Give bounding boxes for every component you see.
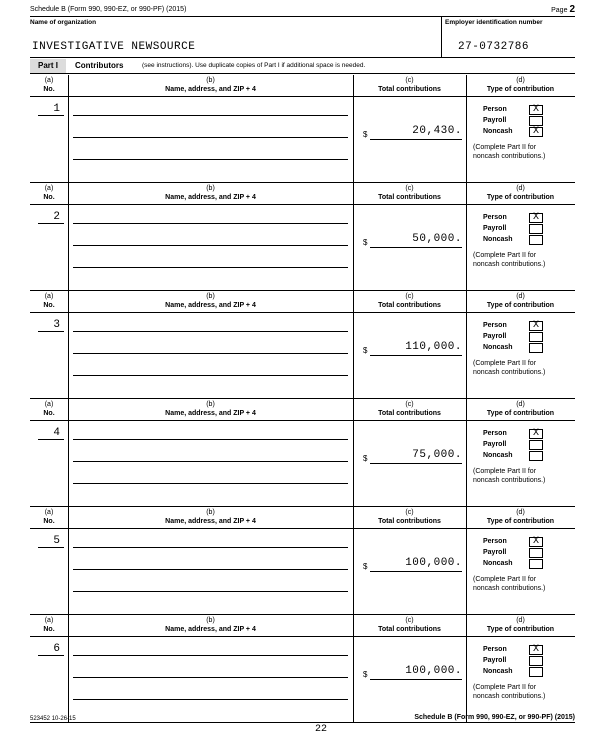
name-address-line[interactable] — [73, 677, 348, 678]
person-label: Person — [483, 322, 507, 329]
dollar-sign: $ — [363, 670, 368, 679]
contributor-number: 1 — [53, 103, 60, 115]
column-divider — [68, 75, 69, 182]
column-divider — [68, 183, 69, 290]
complete-part-ii-note: (Complete Part II for noncash contributions.) — [473, 684, 546, 700]
col-d-header: (d) Type of contribution — [486, 77, 555, 93]
number-underline — [38, 655, 64, 656]
column-header-row — [30, 291, 575, 313]
total-contribution-amount: 75,000. — [412, 449, 462, 461]
person-label: Person — [483, 214, 507, 221]
payroll-checkbox[interactable] — [529, 548, 543, 558]
col-c-header: (c) Total contributions — [378, 617, 441, 633]
payroll-label: Payroll — [483, 225, 507, 232]
column-divider — [68, 291, 69, 398]
name-address-line[interactable] — [73, 331, 348, 332]
page-number: 2 — [569, 4, 575, 15]
complete-part-ii-note: (Complete Part II for noncash contributions.) — [473, 576, 546, 592]
payroll-checkbox[interactable] — [529, 656, 543, 666]
total-contribution-amount: 100,000. — [405, 665, 462, 677]
amount-underline — [370, 355, 462, 356]
col-a-header: (a) No. — [43, 293, 55, 309]
complete-part-ii-note: (Complete Part II for noncash contributions.) — [473, 252, 546, 268]
complete-part-ii-note: (Complete Part II for noncash contributions.) — [473, 360, 546, 376]
column-header-row — [30, 183, 575, 205]
column-divider — [466, 75, 467, 182]
col-d-header: (d) Type of contribution — [486, 617, 555, 633]
part-label: Part I — [30, 59, 66, 73]
noncash-checkbox[interactable] — [529, 235, 543, 245]
name-address-line[interactable] — [73, 137, 348, 138]
column-divider — [68, 507, 69, 614]
organization-row — [30, 16, 575, 58]
total-contribution-amount: 50,000. — [412, 233, 462, 245]
name-address-line[interactable] — [73, 547, 348, 548]
column-header-row — [30, 399, 575, 421]
contributor-block — [30, 183, 575, 291]
payroll-checkbox[interactable] — [529, 332, 543, 342]
column-divider — [466, 615, 467, 722]
noncash-checkbox[interactable] — [529, 667, 543, 677]
name-address-line[interactable] — [73, 655, 348, 656]
column-divider — [466, 291, 467, 398]
col-b-header: (b) Name, address, and ZIP + 4 — [165, 77, 256, 93]
name-address-line[interactable] — [73, 699, 348, 700]
column-divider — [353, 183, 354, 290]
name-address-line[interactable] — [73, 115, 348, 116]
col-a-header: (a) No. — [43, 77, 55, 93]
amount-underline — [370, 463, 462, 464]
noncash-label: Noncash — [483, 560, 513, 567]
name-address-line[interactable] — [73, 439, 348, 440]
person-checkbox[interactable]: X — [529, 105, 543, 115]
contributor-block — [30, 615, 575, 723]
col-b-header: (b) Name, address, and ZIP + 4 — [165, 509, 256, 525]
column-divider — [353, 291, 354, 398]
payroll-checkbox[interactable] — [529, 440, 543, 450]
column-header-row — [30, 75, 575, 97]
name-address-line[interactable] — [73, 569, 348, 570]
col-c-header: (c) Total contributions — [378, 401, 441, 417]
noncash-checkbox[interactable] — [529, 559, 543, 569]
amount-underline — [370, 139, 462, 140]
col-b-header: (b) Name, address, and ZIP + 4 — [165, 185, 256, 201]
name-address-line[interactable] — [73, 245, 348, 246]
part-note: (see instructions). Use duplicate copies of Part I if additional space is needed. — [142, 62, 366, 69]
dollar-sign: $ — [363, 346, 368, 355]
payroll-label: Payroll — [483, 117, 507, 124]
col-c-header: (c) Total contributions — [378, 509, 441, 525]
column-divider — [353, 507, 354, 614]
total-contribution-amount: 20,430. — [412, 125, 462, 137]
col-c-header: (c) Total contributions — [378, 77, 441, 93]
person-checkbox[interactable]: X — [529, 429, 543, 439]
contributor-number: 3 — [53, 319, 60, 331]
footer-page-number: 22 — [315, 724, 328, 735]
amount-underline — [370, 247, 462, 248]
col-d-header: (d) Type of contribution — [486, 401, 555, 417]
noncash-label: Noncash — [483, 668, 513, 675]
col-c-header: (c) Total contributions — [378, 293, 441, 309]
organization-name-label: Name of organization — [30, 19, 97, 26]
number-underline — [38, 547, 64, 548]
contributor-block — [30, 291, 575, 399]
dollar-sign: $ — [363, 130, 368, 139]
noncash-label: Noncash — [483, 236, 513, 243]
column-header-row — [30, 507, 575, 529]
number-underline — [38, 223, 64, 224]
name-address-line[interactable] — [73, 353, 348, 354]
dollar-sign: $ — [363, 238, 368, 247]
person-label: Person — [483, 646, 507, 653]
complete-part-ii-note: (Complete Part II for noncash contributions.) — [473, 144, 546, 160]
person-checkbox[interactable]: X — [529, 645, 543, 655]
column-divider — [353, 75, 354, 182]
footer-form-name: Schedule B (Form 990, 990-EZ, or 990-PF) (2015) — [414, 714, 575, 721]
dollar-sign: $ — [363, 454, 368, 463]
noncash-checkbox[interactable]: X — [529, 127, 543, 137]
noncash-checkbox[interactable] — [529, 451, 543, 461]
payroll-label: Payroll — [483, 549, 507, 556]
col-d-header: (d) Type of contribution — [486, 509, 555, 525]
person-label: Person — [483, 430, 507, 437]
payroll-checkbox[interactable] — [529, 224, 543, 234]
name-address-line[interactable] — [73, 591, 348, 592]
person-checkbox[interactable]: X — [529, 213, 543, 223]
column-divider — [68, 399, 69, 506]
page-footer — [30, 714, 575, 734]
name-address-line[interactable] — [73, 375, 348, 376]
page-word: Page — [551, 7, 568, 14]
noncash-label: Noncash — [483, 452, 513, 459]
number-underline — [38, 115, 64, 116]
name-address-line[interactable] — [73, 223, 348, 224]
person-checkbox[interactable]: X — [529, 321, 543, 331]
page-indicator — [551, 4, 575, 15]
contributor-number: 2 — [53, 211, 60, 223]
ein-value: 27-0732786 — [458, 41, 530, 53]
payroll-checkbox[interactable] — [529, 116, 543, 126]
organization-name-value: INVESTIGATIVE NEWSOURCE — [32, 41, 196, 53]
column-divider — [466, 507, 467, 614]
col-a-header: (a) No. — [43, 185, 55, 201]
col-d-header: (d) Type of contribution — [486, 185, 555, 201]
col-c-header: (c) Total contributions — [378, 185, 441, 201]
col-b-header: (b) Name, address, and ZIP + 4 — [165, 293, 256, 309]
person-label: Person — [483, 538, 507, 545]
number-underline — [38, 331, 64, 332]
org-divider — [441, 17, 442, 58]
name-address-line[interactable] — [73, 159, 348, 160]
payroll-label: Payroll — [483, 657, 507, 664]
total-contribution-amount: 110,000. — [405, 341, 462, 353]
part-header — [30, 58, 575, 74]
person-label: Person — [483, 106, 507, 113]
col-d-header: (d) Type of contribution — [486, 293, 555, 309]
column-divider — [353, 399, 354, 506]
noncash-checkbox[interactable] — [529, 343, 543, 353]
amount-underline — [370, 679, 462, 680]
column-divider — [466, 399, 467, 506]
person-checkbox[interactable]: X — [529, 537, 543, 547]
column-divider — [353, 615, 354, 722]
number-underline — [38, 439, 64, 440]
dollar-sign: $ — [363, 562, 368, 571]
name-address-line[interactable] — [73, 483, 348, 484]
contributor-block — [30, 75, 575, 183]
payroll-label: Payroll — [483, 333, 507, 340]
noncash-label: Noncash — [483, 344, 513, 351]
complete-part-ii-note: (Complete Part II for noncash contributions.) — [473, 468, 546, 484]
contributor-number: 5 — [53, 535, 60, 547]
contributor-number: 4 — [53, 427, 60, 439]
column-header-row — [30, 615, 575, 637]
form-title: Schedule B (Form 990, 990-EZ, or 990-PF) (2015) — [30, 6, 187, 13]
noncash-label: Noncash — [483, 128, 513, 135]
amount-underline — [370, 571, 462, 572]
contributor-block — [30, 399, 575, 507]
column-divider — [466, 183, 467, 290]
ein-label: Employer identification number — [445, 19, 543, 26]
col-a-header: (a) No. — [43, 401, 55, 417]
part-title: Contributors — [75, 61, 124, 70]
name-address-line[interactable] — [73, 461, 348, 462]
total-contribution-amount: 100,000. — [405, 557, 462, 569]
contributor-block — [30, 507, 575, 615]
col-a-header: (a) No. — [43, 617, 55, 633]
form-header — [30, 4, 575, 16]
name-address-line[interactable] — [73, 267, 348, 268]
col-b-header: (b) Name, address, and ZIP + 4 — [165, 401, 256, 417]
form-code: 523452 10-26-15 — [30, 716, 76, 722]
col-b-header: (b) Name, address, and ZIP + 4 — [165, 617, 256, 633]
column-divider — [68, 615, 69, 722]
contributor-number: 6 — [53, 643, 60, 655]
payroll-label: Payroll — [483, 441, 507, 448]
col-a-header: (a) No. — [43, 509, 55, 525]
